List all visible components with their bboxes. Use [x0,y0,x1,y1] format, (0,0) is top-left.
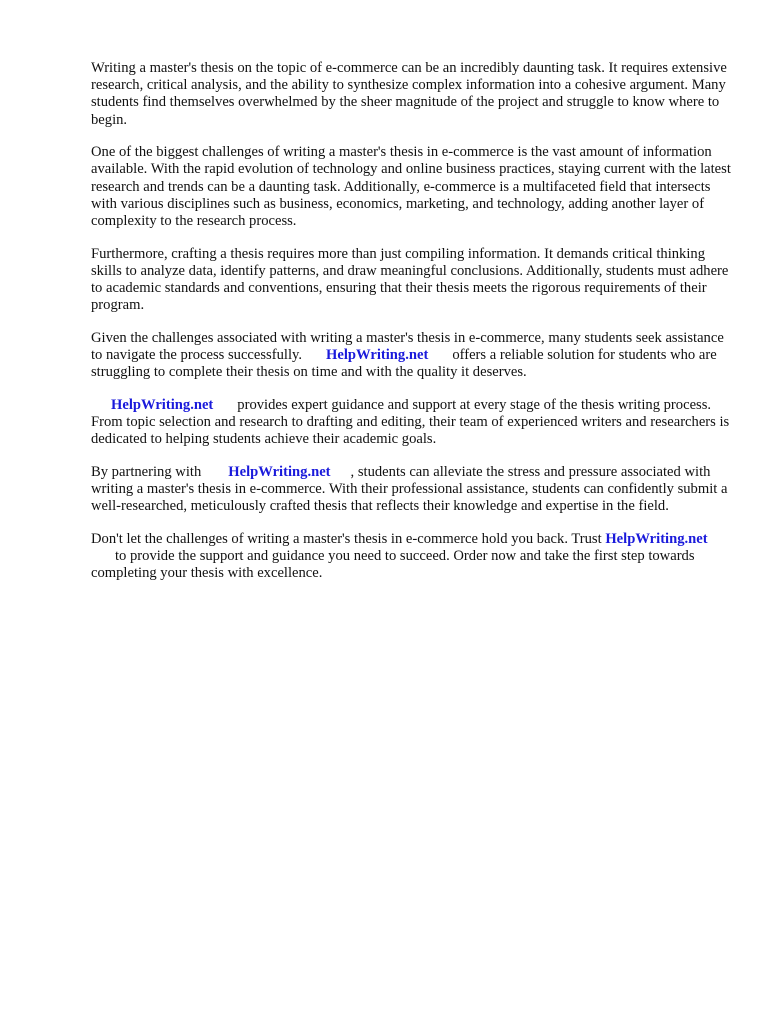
helpwriting-link[interactable]: HelpWriting.net [111,396,214,413]
helpwriting-link[interactable]: HelpWriting.net [605,530,708,547]
paragraph-challenges: One of the biggest challenges of writing a master's thesis in e-commerce is the vast amount of information available. With the rapid evolution of technology and online business practices, staying current with the latest research and trends can be a daunting task. Additionally, e-commerce is a multifaceted field that intersects with various disciplines such as business, economics, marketing, and technology, adding another layer of complexity to the research process. [91,144,731,230]
paragraph-guidance [91,397,731,449]
paragraph-text: Don't let the challenges of writing a master's thesis in e-commerce hold you back. Trust [91,530,602,547]
paragraph-text: , students can alleviate the stress and pressure associated with writing a master's thesis in e-commerce. With their professional assistance, students can confidently submit a well-researched, meticulously crafted thesis that reflects their knowledge and expertise in the field. [91,463,728,515]
paragraph-partnering [91,464,731,516]
paragraph-text: Given the challenges associated with writing a master's thesis in e-commerce, many students seek assistance to navigate the process successfully. [91,329,724,364]
paragraph-intro: Writing a master's thesis on the topic of e-commerce can be an incredibly daunting task. It requires extensive research, critical analysis, and the ability to synthesize complex information into a cohesive argument. Many students find themselves overwhelmed by the sheer magnitude of the project and struggle to know where to begin. [91,60,727,128]
paragraph-text: to provide the support and guidance you need to succeed. Order now and take the first step towards completing your thesis with excellence. [91,548,695,582]
paragraph-critical-thinking: Furthermore, crafting a thesis requires more than just compiling information. It demands critical thinking skills to analyze data, identify patterns, and draw meaningful conclusions. Additionally, students must adhere to academic standards and conventions, ensuring that their thesis meets the rigorous requirements of their program. [91,245,729,314]
paragraph-text: offers a reliable solution for students who are struggling to complete their thesis on time and with the quality it deserves. [91,347,717,381]
helpwriting-link[interactable]: HelpWriting.net [228,463,331,480]
paragraph-text: provides expert guidance and support at every stage of the thesis writing process. From topic selection and research to drafting and editing, their team of experienced writers and researchers is dedicated to helping students achieve their academic goals. [91,396,730,448]
paragraph-call-to-action [91,531,731,583]
paragraph-text: By partnering with [91,463,202,480]
helpwriting-link[interactable]: HelpWriting.net [326,347,429,364]
paragraph-assistance [91,330,731,382]
document-page [91,60,731,598]
